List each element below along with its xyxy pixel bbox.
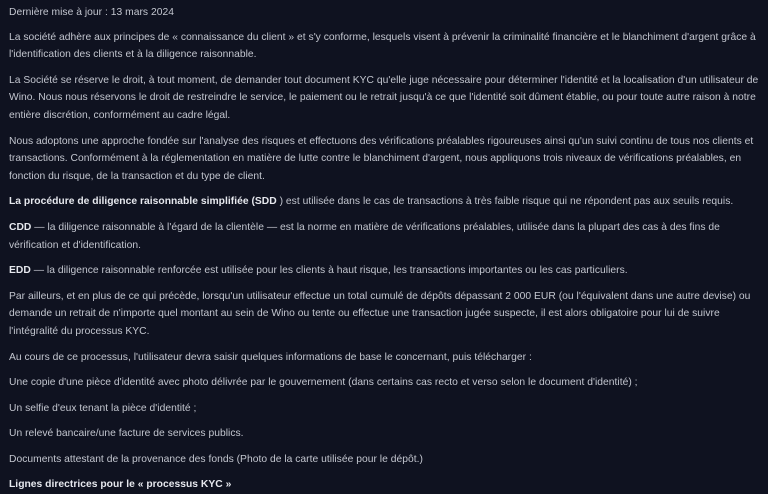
sdd-term: La procédure de diligence raisonnable simplifiée (SDD: [9, 196, 277, 208]
edd-description: — la diligence raisonnable renforcée est utilisée pour les clients à haut risque, les transactions importantes ou les cas particuliers.: [30, 265, 628, 277]
threshold-paragraph: Par ailleurs, et en plus de ce qui précède, lorsqu'un utilisateur effectue un total cumulé de dépôts dépassant 2 000 EUR (ou l'équivalent dans une autre devise) ou demande un retrait de n'importe quel montant au sein de Wino ou tente ou effectue une transaction jugée suspecte, il est alors obligatoire pour lui de suivre l'intégralité du processus KYC.: [9, 290, 751, 337]
document-item-selfie: Un selfie d'eux tenant la pièce d'identité ;: [9, 402, 197, 414]
process-intro-paragraph: Au cours de ce processus, l'utilisateur devra saisir quelques informations de base le concernant, puis télécharger :: [9, 351, 532, 363]
edd-term: EDD: [9, 265, 31, 277]
cdd-description: — la diligence raisonnable à l'égard de la clientèle — est la norme en matière de vérifications préalables, utilisée dans la plupart des cas à des fins de vérification et d'identification.: [9, 221, 720, 251]
document-item-id: Une copie d'une pièce d'identité avec photo délivrée par le gouvernement (dans certains cas recto et verso selon le document d'identité) ;: [9, 377, 638, 389]
sdd-description: ) est utilisée dans le cas de transactions à très faible risque qui ne répondent pas aux seuils requis.: [276, 196, 734, 208]
guidelines-heading: [9, 476, 759, 494]
cdd-paragraph: [9, 219, 759, 254]
last-update-date: Dernière mise à jour : 13 mars 2024: [9, 7, 174, 18]
document-item-bank-statement: Un relevé bancaire/une facture de services publics.: [9, 428, 244, 440]
intro-paragraph: La société adhère aux principes de « connaissance du client » et s'y conforme, lesquels visent à prévenir la criminalité financière et le blanchiment d'argent grâce à l'identification des clients et à la diligence raisonnable.: [9, 31, 756, 61]
document-item-source-of-funds: Documents attestant de la provenance des fonds (Photo de la carte utilisée pour le dépôt.): [9, 453, 423, 465]
rights-paragraph: La Société se réserve le droit, à tout moment, de demander tout document KYC qu'elle juge nécessaire pour déterminer l'identité et la localisation d'un utilisateur de Wino. Nous nous réservons le droit de restreindre le service, le paiement ou le retrait jusqu'à ce que l'identité soit dûment établie, ou pour toute autre raison à notre entière discrétion, conformément au cadre légal.: [9, 74, 759, 121]
sdd-paragraph: [9, 193, 759, 211]
edd-paragraph: [9, 262, 759, 280]
guidelines-heading-text: Lignes directrices pour le « processus KYC »: [9, 479, 232, 491]
cdd-term: CDD: [9, 221, 32, 233]
risk-approach-paragraph: Nous adoptons une approche fondée sur l'analyse des risques et effectuons des vérifications préalables rigoureuses ainsi qu'un suivi continu de tous nos clients et transactions. Conformément à la réglementation en matière de lutte contre le blanchiment d'argent, nous appliquons trois niveaux de vérifications préalables, en fonction du risque, de la transaction et du type de client.: [9, 135, 754, 182]
